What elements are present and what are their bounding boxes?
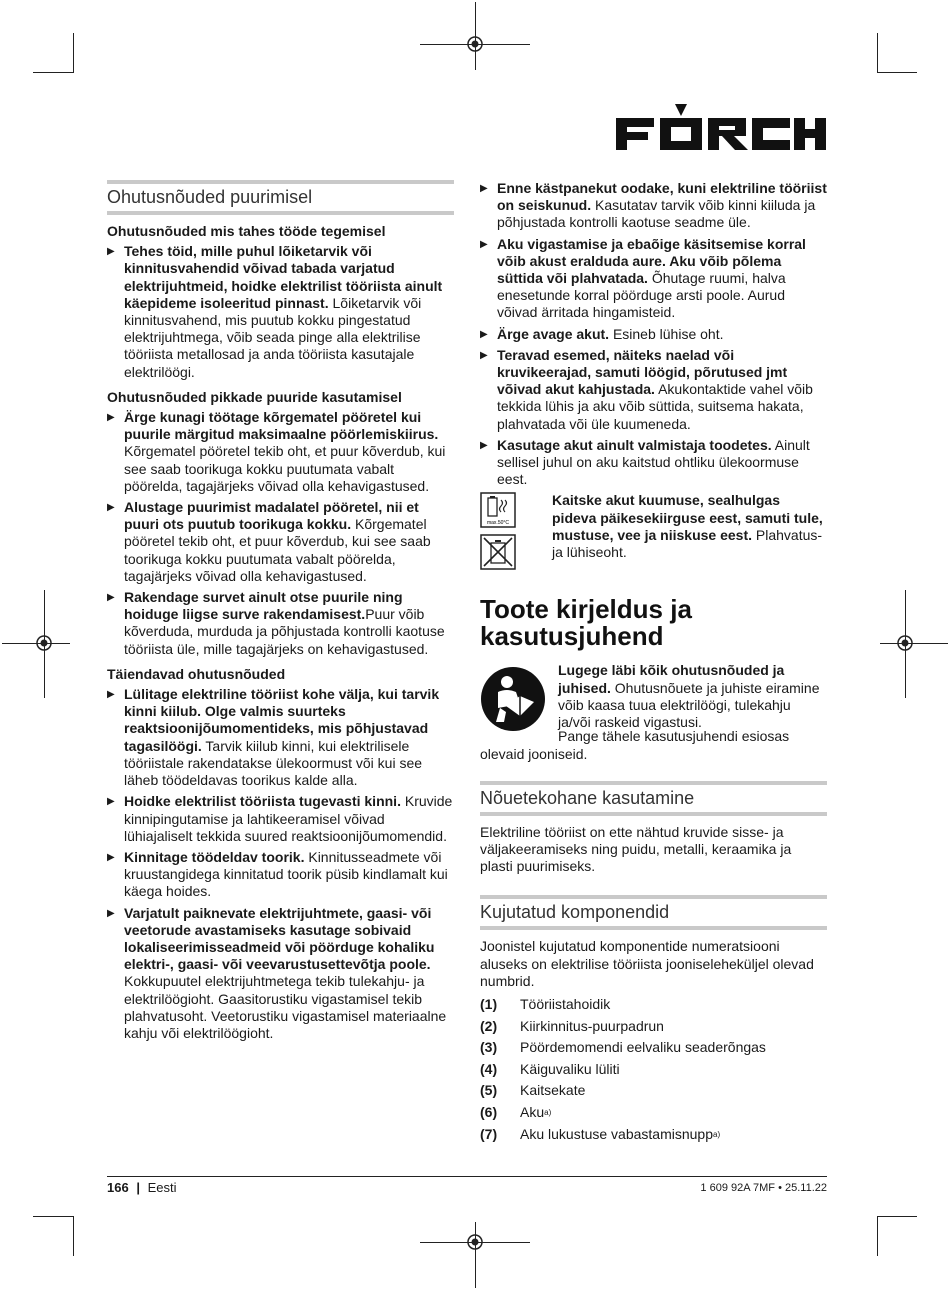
subheading: Ohutusnõuded pikkade puuride kasutamisel	[107, 388, 402, 405]
list-item: (5) Kaitsekate	[480, 1082, 586, 1099]
list-item: ▶ Teravad esemed, näiteks naelad või kruvikeerajad, samuti löögid, põrutused jmt võivad akut kahjustada. Akukontaktide vahel võib tekkida lühis ja aku võib süttida, suitsema hakata, plahvatada või üle kuumeneda.	[480, 347, 827, 433]
warning-icons	[480, 492, 542, 570]
document-code: 1 609 92A 7MF • 25.11.22	[700, 1182, 827, 1194]
section-title: Nõuetekohane kasutamine	[480, 781, 827, 816]
paragraph: Elektriline tööriist on ette nähtud kruvide sisse- ja väljakeeramiseks ning puidu, metalli, keraamika ja plasti puurimiseks.	[480, 823, 792, 875]
list-item: ▶ Alustage puurimist madalatel pööretel, nii et puuri ots puutub toorikuga kokku. Kõrgematel pööretel tekib oht, et puur kõverdub, kui see saab toorikuga kokku puutumata vabalt pöörelda, tagajärjeks võivad olla kehavigastused.	[107, 499, 454, 585]
list-item: ▶ Enne kästpanekut oodake, kuni elektriline tööriist on seiskunud. Kasutatav tarvik võib kinni kiiluda ja põhjustada kontrolli kaotuse seadme üle.	[480, 180, 827, 232]
subheading: Täiendavad ohutusnõuded	[107, 665, 286, 682]
page-number: 166	[107, 1180, 129, 1195]
bullet-list	[480, 180, 827, 488]
bullet-list	[107, 243, 454, 381]
bullet-list	[107, 409, 454, 658]
components-list	[480, 996, 827, 1143]
forch-logo	[614, 102, 828, 152]
subheading: Ohutusnõuded mis tahes tööde tegemisel	[107, 223, 386, 239]
footer-page-info	[107, 1180, 177, 1195]
bullet-list	[107, 686, 454, 1042]
crop-mark	[73, 33, 74, 73]
separator: |	[136, 1180, 140, 1195]
heat-warning-text: Kaitske akut kuumuse, sealhulgas pideva päikesekiirguse eest, samuti tule, mustuse, vee ja niiskuse eest. Plahvatus- ja lühiseoht.	[552, 492, 823, 561]
list-item: ▶ Aku vigastamise ja ebaõige käsitsemise korral võib akust eralduda aure. Aku võib põlema süttida või plahvatada. Õhutage ruumi, halva enesetunde korral pöörduge arsti poole. Aurud võivad ärritada hingamisteid.	[480, 236, 827, 322]
list-item: (4) Käiguvaliku lüliti	[480, 1060, 620, 1077]
crop-mark	[475, 1222, 476, 1288]
crop-mark	[880, 643, 948, 644]
list-item: ▶ Ärge kunagi töötage kõrgematel pööretel kui puurile märgitud maksimaalne pöörlemiskiirus. Kõrgematel pööretel tekib oht, et puur kõverdub, kui see saab toorikuga kokku puutumata vabalt pöörelda, tagajärjeks võivad olla kehavigastused.	[107, 409, 454, 495]
list-item: (2) Kiirkinnitus-puurpadrun	[480, 1017, 664, 1034]
right-column	[480, 180, 827, 1147]
read-manual-icon	[480, 666, 546, 732]
read-manual-block: Lugege läbi kõik ohutusnõuded ja juhised. Ohutusnõuete ja juhiste eiramine võib kaasa tuua elektrilöögi, tulekahju ja/või raskeid vigastusi.	[480, 662, 827, 732]
list-item: ▶ Rakendage survet ainult otse puurile ning hoiduge liigse surve rakendamisest.Puur võib kõverduda, murduda ja põhjustada kontrolli kaotuse tööriista üle, mille tagajärjeks on kehavigastused.	[107, 589, 454, 658]
list-item: ▶ Kasutage akut ainult valmistaja toodetes. Ainult sellisel juhul on aku kaitstud ohtliku ülekoormuse eest.	[480, 437, 827, 489]
list-item: (6) Aku a)	[480, 1104, 552, 1121]
list-item: ▶ Lülitage elektriline tööriist kohe välja, kui tarvik kinni kiilub. Olge valmis suurteks reaktsioonijõumomentideks, mis põhjustavad tagasilöögi. Tarvik kiilub kinni, kui elektrilisele tööriistale rakendatakse ülekoormust või kui see läheb töödeldavas toorikus kalde alla.	[107, 686, 454, 789]
read-manual-note: Pange tähele kasutusjuhendi esiosas olevaid jooniseid.	[480, 728, 790, 762]
footer-rule	[107, 1176, 827, 1177]
no-water-fire-icon	[480, 534, 516, 570]
list-item: ▶ Hoidke elektrilist tööriista tugevasti kinni. Kruvide kinnipingutamise ja lahtikeeramisel võivad lühiajaliselt tekkida suured reaktsioonijõumomendid.	[107, 793, 454, 845]
crop-mark	[877, 33, 878, 73]
list-item: ▶ Kinnitage töödeldav toorik. Kinnitusseadmete või kruustangidega kinnitatud toorik püsib kindlamalt kui käega hoides.	[107, 849, 454, 901]
language: Eesti	[147, 1180, 177, 1195]
section-title: Ohutusnõuded puurimisel	[107, 180, 454, 215]
crop-mark	[33, 72, 73, 73]
left-column	[107, 180, 454, 1046]
list-item: (1) Tööriistahoidik	[480, 996, 611, 1013]
crop-mark	[33, 1216, 73, 1217]
crop-mark	[73, 1216, 74, 1256]
section-title: Kujutatud komponendid	[480, 895, 827, 930]
list-item: ▶ Tehes töid, mille puhul lõiketarvik või kinnitusvahendid võivad tabada varjatud elektrijuhtmeid, hoidke elektrilist tööriista ainult käepideme isoleeritud pinnast. Lõiketarvik või kinnitusvahend, mis puutub kokku pingestatud elektrijuhtmega, võib seada pinge alla elektrilise tööriista metallosad ja anda tööriista kasutajale elektrilöögi.	[107, 243, 454, 381]
list-item: ▶ Varjatult paiknevate elektrijuhtmete, gaasi- või veetorude avastamiseks kasutage sobivaid lokaliseerimisseadmeid või pöörduge kohaliku elektri-, gaasi- või veevarustusettevõtja poole. Kokkupuutel elektrijuhtmetega tekib tulekahju- ja elektrilöögioht. Gaasitorustiku vigastamisel tekib plahvatusoht. Veetorustiku vigastamisel materiaalne kahju või elektrilöögioht.	[107, 905, 454, 1043]
crop-mark	[877, 1216, 917, 1217]
registration-target-icon	[466, 35, 484, 53]
battery-heat-icon	[480, 492, 516, 528]
crop-mark	[877, 1216, 878, 1256]
paragraph: Joonistel kujutatud komponentide numeratsiooni aluseks on elektrilise tööriista jooniseleheküljel olevad numbrid.	[480, 938, 814, 989]
registration-target-icon	[466, 1233, 484, 1251]
main-title: Toote kirjeldus ja kasutusjuhend	[480, 594, 692, 652]
battery-warning	[480, 492, 827, 570]
list-item: (7) Aku lukustuse vabastamisnupp a)	[480, 1125, 721, 1142]
list-item: (3) Pöördemomendi eelvaliku seaderõngas	[480, 1039, 766, 1056]
registration-target-icon	[35, 634, 53, 652]
list-item: ▶ Ärge avage akut. Esineb lühise oht.	[480, 326, 827, 343]
registration-target-icon	[896, 634, 914, 652]
crop-mark	[877, 72, 917, 73]
temperature-label: max.50°C	[486, 520, 510, 527]
